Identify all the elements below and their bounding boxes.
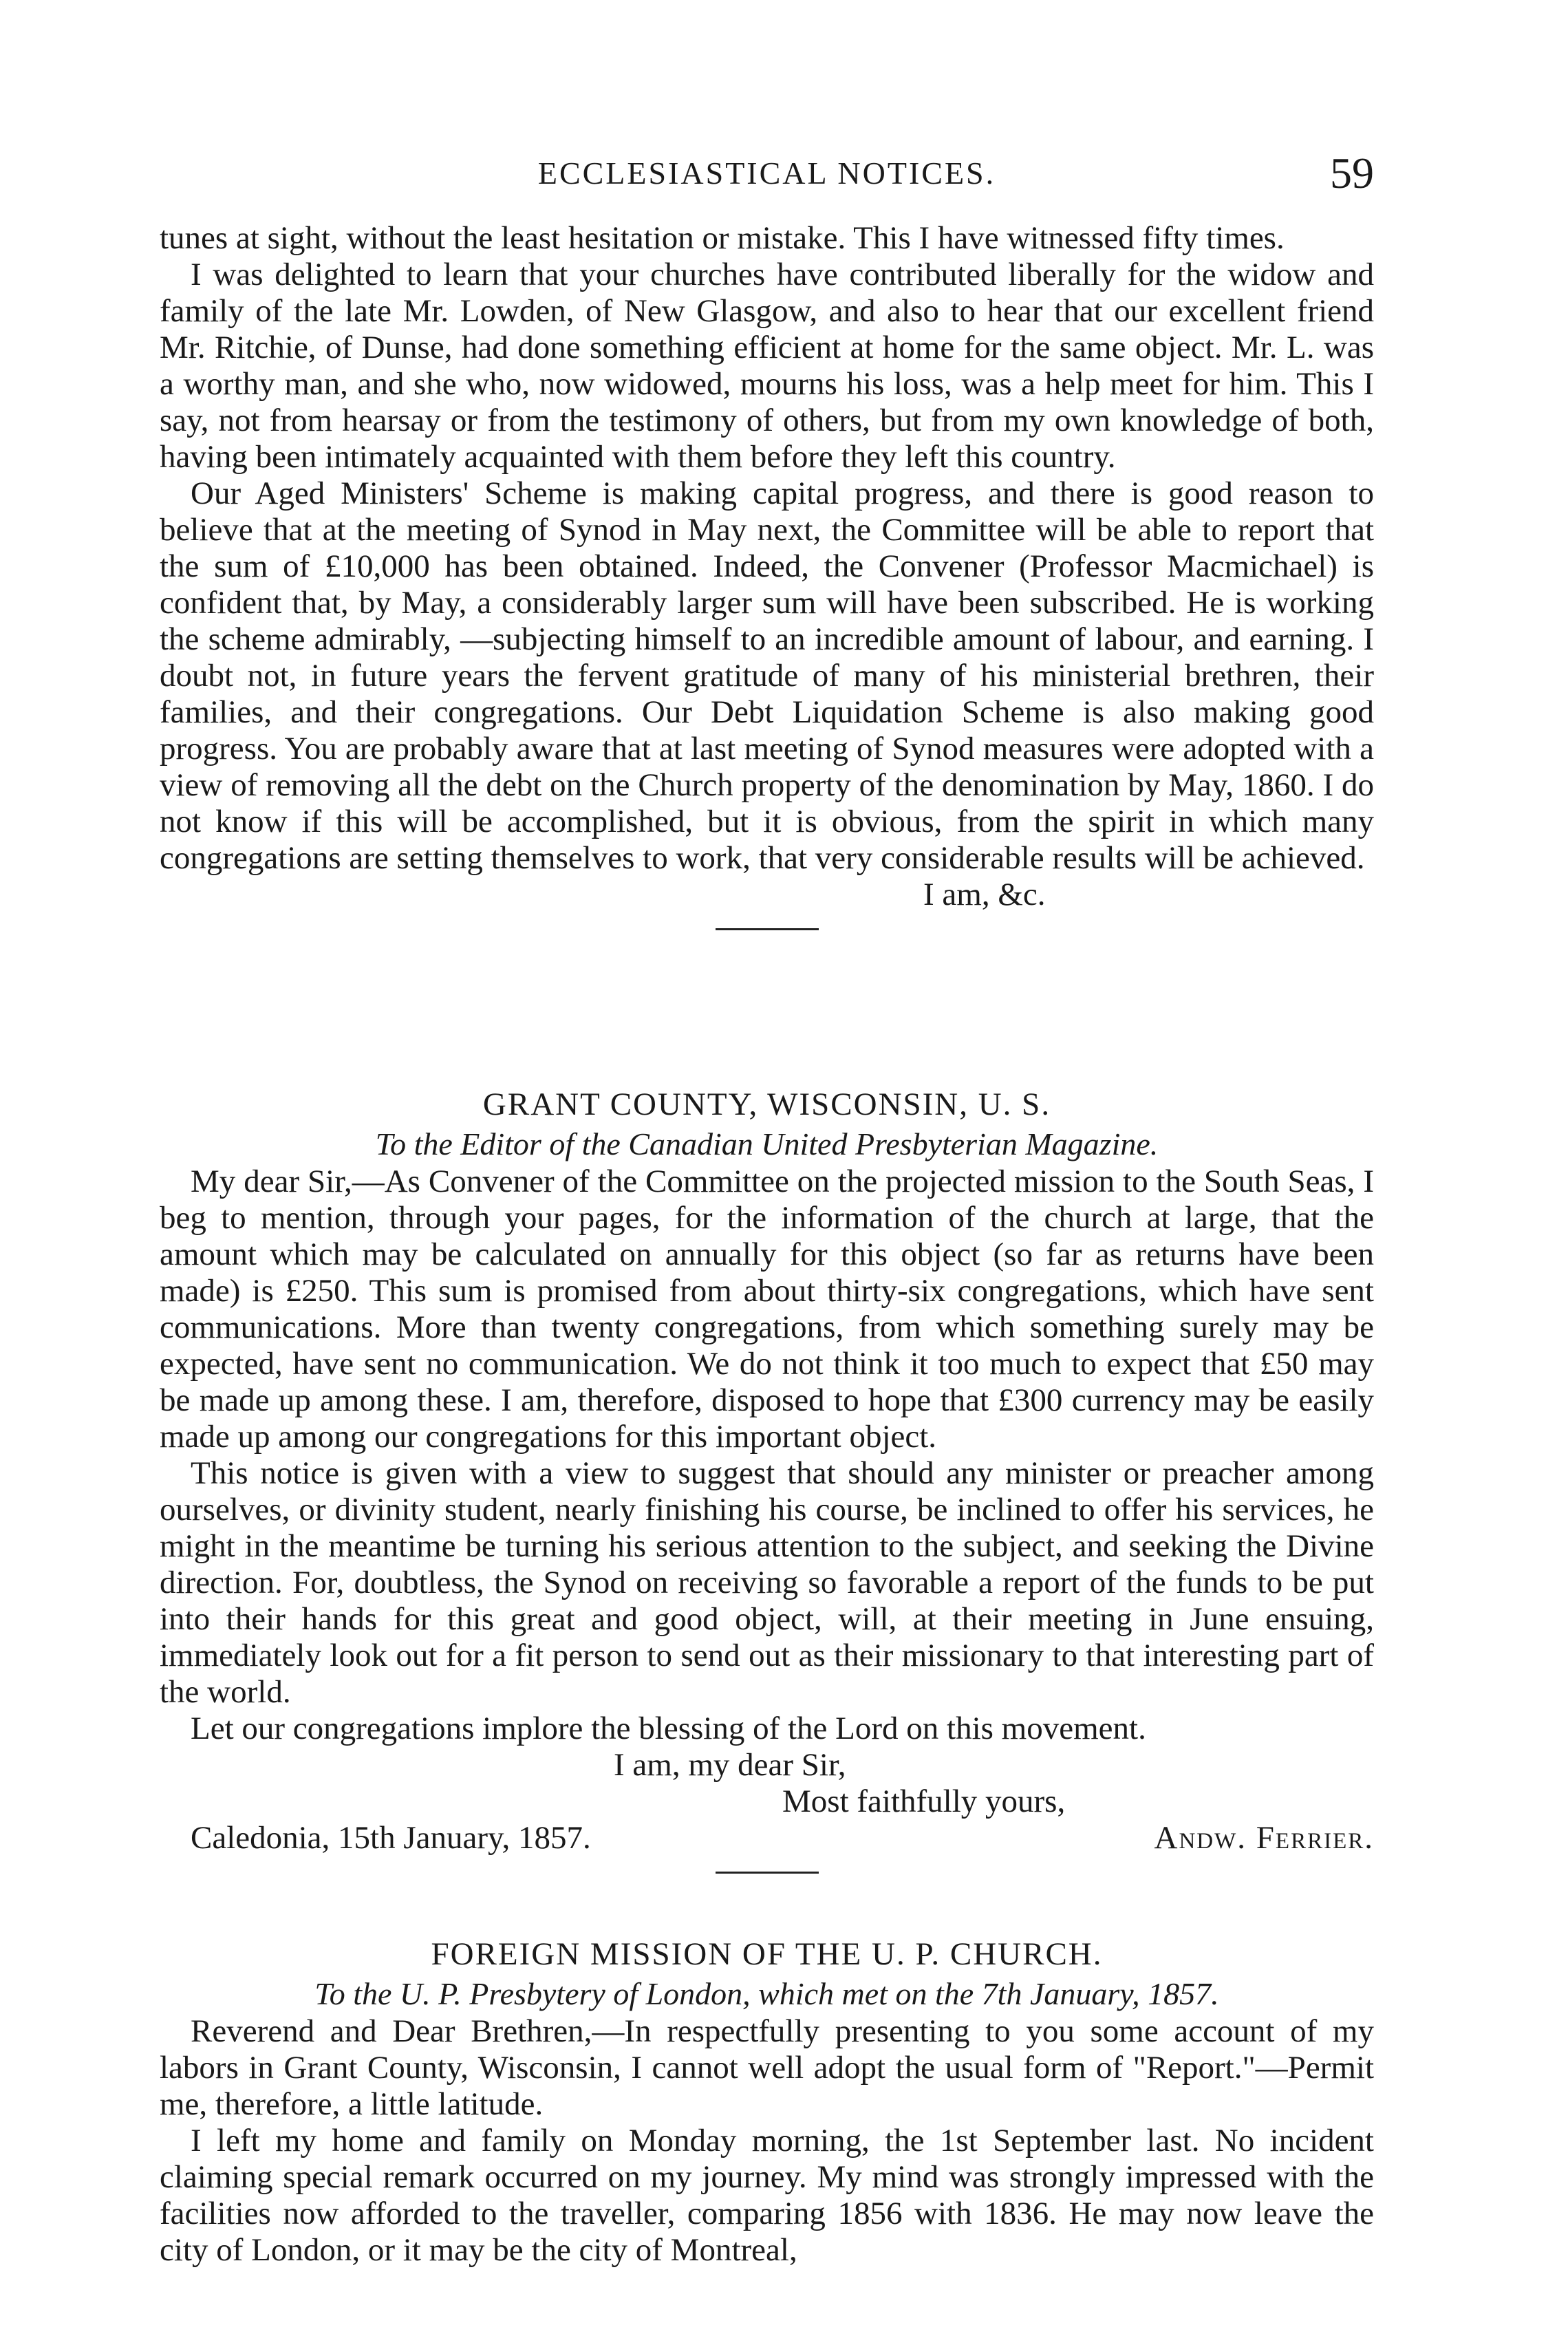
paragraph: My dear Sir,—As Convener of the Committee on the projected mission to the South Seas, I beg to mention, through your pages, for the information of the church at large, that the amount which may be calculated on annually for this object (so far as returns have been made) is £250. This sum is promised from about thirty-six congregations, which have sent communications. More than twenty congregations, from which something surely may be expected, have sent no communication. We do not think it too much to expect that £50 may be made up among these. I am, therefore, disposed to hope that £300 currency may be easily made up among our congregations for this important object. [160,1164,1374,1455]
letter-address: To the Editor of the Canadian United Presbyterian Magazine. [375,1126,1159,1161]
section-heading: FOREIGN MISSION OF THE U. P. CHURCH. [431,1936,1103,1972]
foreign-mission-letter [160,1933,1374,2269]
letter-address: To the U. P. Presbytery of London, which met on the 7th January, 1857. [314,1976,1219,2011]
section-heading: GRANT COUNTY, WISCONSIN, U. S. [482,1086,1051,1122]
paragraph: I was delighted to learn that your churches have contributed liberally for the widow and family of the late Mr. Lowden, of New Glasgow, and also to hear that our excellent friend Mr. Ritchie, of Dunse, had done something efficient at home for the same object. Mr. L. was a worthy man, and she who, now widowed, mourns his loss, was a help meet for him. This I say, not from hearsay or from the testimony of others, but from my own knowledge of both, having been intimately acquainted with them before they left this country. [160,257,1374,475]
closing-salutation: I am, my dear Sir, [614,1747,846,1783]
section-divider [716,928,819,930]
page-number: 59 [1330,149,1374,197]
running-title: ECCLESIASTICAL NOTICES. [537,156,996,191]
paragraph: Let our congregations implore the blessing of the Lord on this movement. [191,1711,1146,1746]
paragraph: Reverend and Dear Brethren,—In respectfully presenting to you some account of my labors in Grant County, Wisconsin, I cannot well adopt the usual form of "Report."—Permit me, therefore, a little latitude. [160,2013,1374,2122]
closing: I am, &c. [923,877,1046,912]
signature: Andw. Ferrier. [1154,1820,1374,1856]
place-date: Caledonia, 15th January, 1857. [191,1820,591,1856]
paragraph: I left my home and family on Monday morning, the 1st September last. No incident claiming special remark occurred on my journey. My mind was strongly impressed with the facilities now afforded to the traveller, comparing 1856 with 1836. He may now leave the city of London, or it may be the city of Montreal, [160,2123,1374,2268]
closing-valediction: Most faithfully yours, [782,1783,1066,1819]
signature-line [160,1820,1374,1856]
paragraph: tunes at sight, without the least hesitation or mistake. This I have witnessed fifty times. [160,220,1285,256]
letter-continuation [160,220,1374,930]
paragraph: Our Aged Ministers' Scheme is making capital progress, and there is good reason to believe that at the meeting of Synod in May next, the Committee will be able to report that the sum of £10,000 has been obtained. Indeed, the Convener (Professor Macmichael) is confident that, by May, a considerably larger sum will have been subscribed. He is working the scheme admirably, —subjecting himself to an incredible amount of labour, and earning. I doubt not, in future years the fervent gratitude of many of his ministerial brethren, their families, and their congregations. Our Debt Liquidation Scheme is also making good progress. You are probably aware that at last meeting of Synod measures were adopted with a view of removing all the debt on the Church property of the denomination by May, 1860. I do not know if this will be accomplished, but it is obvious, from the spirit in which many congregations are setting themselves to work, that very considerable results will be achieved. [160,475,1374,876]
grant-county-letter [160,1084,1374,1874]
section-divider [716,1872,819,1874]
paragraph: This notice is given with a view to suggest that should any minister or preacher among ourselves, or divinity student, nearly finishing his course, be inclined to offer his services, he might in the meantime be turning his serious attention to the subject, and seeking the Divine direction. For, doubtless, the Synod on receiving so favorable a report of the funds to be put into their hands for this great and good object, will, at their meeting in June ensuing, immediately look out for a fit person to send out as their missionary to that interesting part of the world. [160,1455,1374,1710]
page-header [160,148,1374,203]
